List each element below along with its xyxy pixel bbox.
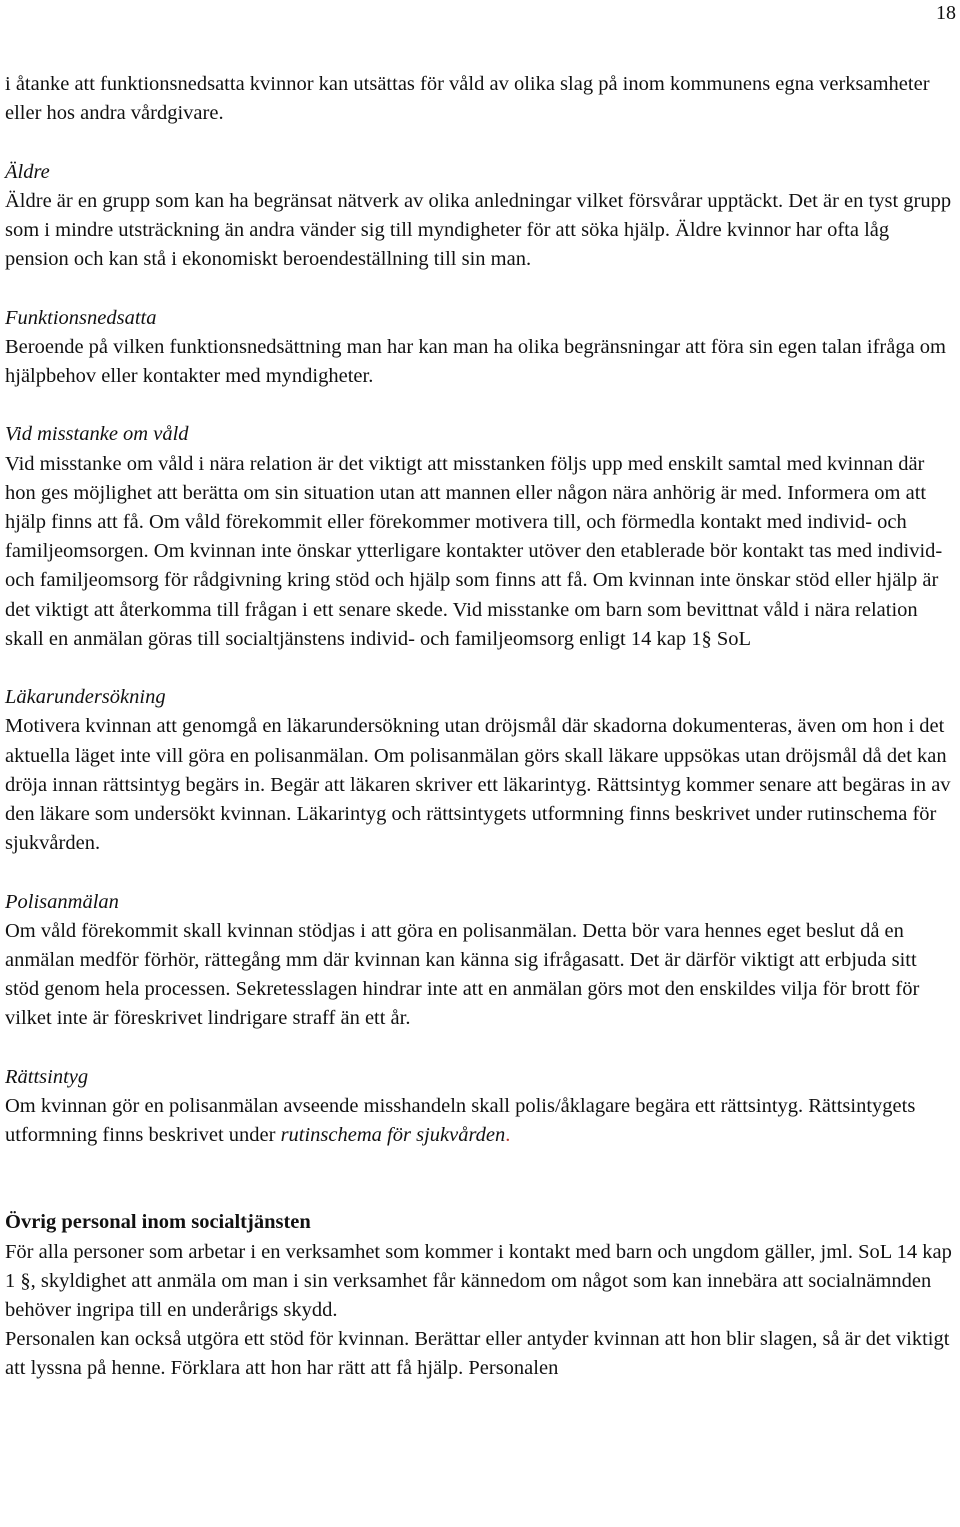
section-funktionsnedsatta	[5, 304, 955, 392]
section-aldre	[5, 158, 955, 275]
rattsintyg-period: .	[505, 1124, 511, 1147]
section-rattsintyg	[5, 1063, 955, 1151]
section-body-funktionsnedsatta: Beroende på vilken funktionsnedsättning man har kan man ha olika begränsningar att föra sin egen talan ifråga om hjälpbehov eller kontakter med myndigheter.	[5, 335, 946, 387]
section-body-polisanmalan: Om våld förekommit skall kvinnan stödjas i att göra en polisanmälan. Detta bör vara hennes eget beslut då en anmälan medför förhör, rättegång mm där kvinnan kan känna sig ifrågasatt. Det är därför viktigt att erbjuda sitt stöd genom hela processen. Sekretesslagen hindrar inte att en anmälan görs mot den enskildes vilja för brott för vilket inte är föreskrivet lindrigare straff än ett år.	[5, 919, 920, 1030]
section-lakarundersokning	[5, 683, 955, 858]
section-body-ovrig-1: För alla personer som arbetar i en verksamhet som kommer i kontakt med barn och ungdom gäller, jml. SoL 14 kap 1 §, skyldighet att anmäla om man i sin verksamhet får kännedom om något som kan innebära att socialnämnden behöver ingripa till en underårigs skydd.	[5, 1240, 952, 1322]
section-body-aldre: Äldre är en grupp som kan ha begränsat nätverk av olika anledningar vilket försvårar upptäckt. Det är en tyst grupp som i mindre utsträckning än andra vänder sig till myndigheter för att söka hjälp. Äldre kvinnor har ofta låg pension och kan stå i ekonomiskt beroendeställning till sin man.	[5, 189, 952, 271]
section-body-ovrig-2: Personalen kan också utgöra ett stöd för kvinnan. Berättar eller antyder kvinnan att hon blir slagen, så är det viktigt att lyssna på henne. Förklara att hon har rätt att få hjälp. Personalen	[5, 1328, 950, 1380]
section-body-lakarundersokning: Motivera kvinnan att genomgå en läkarundersökning utan dröjsmål där skadorna dokumenteras, även om hon i det aktuella läget inte vill göra en polisanmälan. Om polisanmälan görs skall läkare uppsökas utan dröjsmål då det kan dröja innan rättsintyg begärs in. Begär att läkaren skriver ett läkarintyg. Rättsintyg kommer senare att begäras in av den läkare som undersökt kvinnan. Läkarintyg och rättsintygets utformning finns beskrivet under rutinschema för sjukvården.	[5, 715, 951, 855]
section-heading-ovrig: Övrig personal inom socialtjänsten	[5, 1211, 311, 1234]
rattsintyg-text: Om kvinnan gör en polisanmälan avseende misshandeln skall polis/åklagare begära ett rättsintyg. Rättsintygets utformning finns beskrivet under	[5, 1095, 916, 1147]
section-heading-lakarundersokning: Läkarundersökning	[5, 686, 166, 709]
section-heading-funktionsnedsatta: Funktionsnedsatta	[5, 306, 157, 329]
section-heading-aldre: Äldre	[5, 160, 50, 183]
intro-paragraph: i åtanke att funktionsnedsatta kvinnor kan utsättas för våld av olika slag på inom kommunens egna verksamheter eller hos andra vårdgivare.	[5, 73, 930, 125]
section-heading-misstanke: Vid misstanke om våld	[5, 423, 189, 446]
rattsintyg-reference: rutinschema för sjukvården	[280, 1124, 506, 1147]
section-misstanke	[5, 420, 955, 654]
section-ovrig	[5, 1208, 955, 1383]
section-body-rattsintyg	[5, 1092, 955, 1150]
section-polisanmalan	[5, 888, 955, 1034]
page-number: 18	[936, 2, 956, 24]
section-heading-polisanmalan: Polisanmälan	[5, 890, 119, 913]
section-heading-rattsintyg: Rättsintyg	[5, 1065, 89, 1088]
document-body	[5, 70, 955, 1384]
section-body-misstanke: Vid misstanke om våld i nära relation är det viktigt att misstanken följs upp med enskilt samtal med kvinnan där hon ges möjlighet att berätta om sin situation utan att mannen eller någon nära anhörig är med. Informera om att hjälp finns att få. Om våld förekommit eller förekommer motivera till, och förmedla kontakt med individ- och familjeomsorgen. Om kvinnan inte önskar ytterligare kontakter utöver den etablerade bör kontakt tas med individ- och familjeomsorg för rådgivning kring stöd och hjälp som finns att få. Om kvinnan inte önskar stöd eller hjälp är det viktigt att återkomma till frågan i ett senare skede. Vid misstanke om barn som bevittnat våld i nära relation skall en anmälan göras till socialtjänstens individ- och familjeomsorg enligt 14 kap 1§ SoL	[5, 452, 943, 650]
